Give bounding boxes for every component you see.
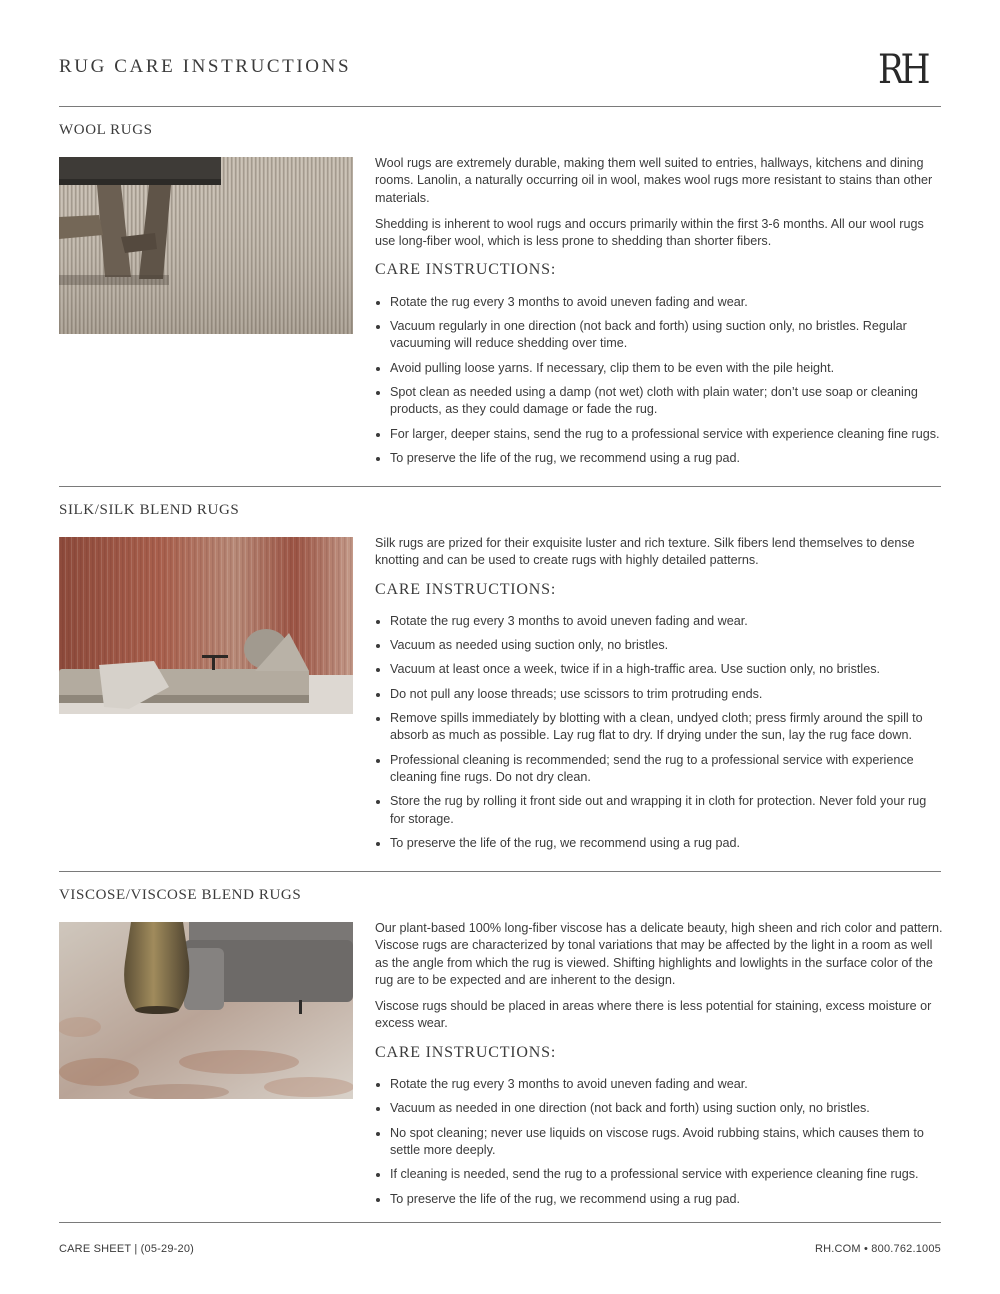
list-item: Vacuum at least once a week, twice if in a high-traffic area. Use suction only, no bristles.: [375, 661, 943, 678]
list-item: For larger, deeper stains, send the rug to a professional service with experience cleaning fine rugs.: [375, 426, 943, 443]
section-divider: [59, 871, 941, 872]
list-item: Avoid pulling loose yarns. If necessary, clip them to be even with the pile height.: [375, 360, 943, 377]
viscose-rug-photo: [59, 922, 353, 1099]
list-item: Rotate the rug every 3 months to avoid uneven fading and wear.: [375, 1076, 943, 1093]
list-item: No spot cleaning; never use liquids on viscose rugs. Avoid rubbing stains, which causes them to settle more deeply.: [375, 1125, 943, 1160]
header-divider: [59, 106, 941, 107]
wool-rug-photo: [59, 157, 353, 334]
list-item: If cleaning is needed, send the rug to a professional service with experience cleaning fine rugs.: [375, 1166, 943, 1183]
care-list: [375, 613, 943, 852]
list-item: Professional cleaning is recommended; send the rug to a professional service with experience cleaning fine rugs. Do not dry clean.: [375, 752, 943, 787]
list-item: Rotate the rug every 3 months to avoid uneven fading and wear.: [375, 294, 943, 311]
section-divider: [59, 486, 941, 487]
section-title-silk: SILK/SILK BLEND RUGS: [59, 502, 240, 518]
list-item: Spot clean as needed using a damp (not wet) cloth with plain water; don’t use soap or cleaning products, as they could damage or fade the rug.: [375, 384, 943, 419]
list-item: Vacuum as needed using suction only, no bristles.: [375, 637, 943, 654]
section-title-viscose: VISCOSE/VISCOSE BLEND RUGS: [59, 887, 302, 903]
paragraph: Viscose rugs should be placed in areas where there is less potential for staining, excess moisture or excess wear.: [375, 999, 932, 1031]
paragraph: Silk rugs are prized for their exquisite luster and rich texture. Silk fibers lend themselves to dense knotting and can be used to create rugs with highly detailed patterns.: [375, 536, 915, 568]
list-item: To preserve the life of the rug, we recommend using a rug pad.: [375, 1191, 943, 1208]
care-heading: CARE INSTRUCTIONS:: [375, 1043, 557, 1061]
rh-logo: RH: [878, 47, 928, 93]
silk-rug-photo: [59, 537, 353, 714]
section-title-wool: WOOL RUGS: [59, 122, 153, 138]
section-body-viscose: [375, 920, 943, 1215]
section-body-silk: [375, 535, 943, 859]
section-body-wool: [375, 155, 943, 474]
page-title: RUG CARE INSTRUCTIONS: [59, 56, 352, 77]
care-heading: CARE INSTRUCTIONS:: [375, 580, 557, 598]
list-item: Remove spills immediately by blotting with a clean, undyed cloth; press firmly around the spill to absorb as much as possible. Lay rug flat to dry. If drying under the sun, lay the rug face down.: [375, 710, 943, 745]
list-item: Vacuum as needed in one direction (not back and forth) using suction only, no bristles.: [375, 1100, 943, 1117]
paragraph: Shedding is inherent to wool rugs and occurs primarily within the first 3-6 months. All our wool rugs use long-fiber wool, which is less prone to shedding than shorter fibers.: [375, 216, 924, 249]
list-item: Store the rug by rolling it front side out and wrapping it in cloth for protection. Never fold your rug for storage.: [375, 793, 943, 828]
footer-contact: RH.COM • 800.762.1005: [814, 1243, 941, 1255]
list-item: Do not pull any loose threads; use scissors to trim protruding ends.: [375, 686, 943, 703]
list-item: To preserve the life of the rug, we recommend using a rug pad.: [375, 450, 943, 467]
paragraph: Our plant-based 100% long-fiber viscose has a delicate beauty, high sheen and rich color and pattern. Viscose rugs are characterized by tonal variations that may be affected by the light in a room as well as the angle from which the rug is viewed. Shifting highlights and lowlights in the surface color of the rug are to be expected and are inherent to the design.: [375, 921, 943, 987]
footer-care-sheet-date: CARE SHEET | (05-29-20): [59, 1243, 195, 1255]
care-heading: CARE INSTRUCTIONS:: [375, 261, 557, 279]
list-item: Vacuum regularly in one direction (not back and forth) using suction only, no bristles. Regular vacuuming will reduce shedding over time.: [375, 318, 943, 353]
care-list: [375, 294, 943, 467]
list-item: To preserve the life of the rug, we recommend using a rug pad.: [375, 835, 943, 852]
footer-divider: [59, 1222, 941, 1223]
paragraph: Wool rugs are extremely durable, making them well suited to entries, hallways, kitchens and dining rooms. Lanolin, a naturally occurring oil in wool, makes wool rugs more resistant to stains than other materials.: [375, 156, 933, 205]
list-item: Rotate the rug every 3 months to avoid uneven fading and wear.: [375, 613, 943, 630]
care-list: [375, 1076, 943, 1208]
